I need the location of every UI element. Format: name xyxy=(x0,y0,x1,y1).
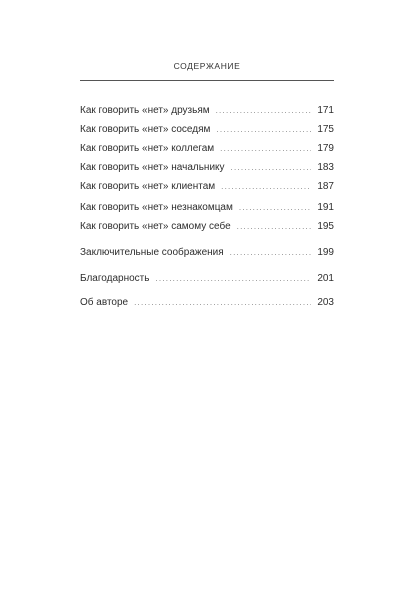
toc-entry-page: 191 xyxy=(317,202,334,213)
toc-entry-title: Как говорить «нет» самому себе xyxy=(80,221,231,232)
toc-leader-dots xyxy=(237,220,312,234)
toc-entry xyxy=(80,161,334,175)
toc-entry xyxy=(80,104,334,118)
toc-leader-dots xyxy=(155,272,311,286)
toc-entry xyxy=(80,246,334,260)
toc-entry xyxy=(80,220,334,234)
toc-entry xyxy=(80,180,334,194)
toc-entry-page: 175 xyxy=(317,124,334,135)
toc-entry xyxy=(80,296,334,310)
toc-entry-title: Как говорить «нет» клиентам xyxy=(80,181,216,192)
toc-entry-title: Заключительные соображения xyxy=(80,247,224,258)
toc-entry-page: 201 xyxy=(317,273,334,284)
toc-entry-page: 195 xyxy=(317,221,334,232)
toc-entry xyxy=(80,272,334,286)
toc-entry-title: Как говорить «нет» незнакомцам xyxy=(80,202,233,213)
toc-entry-title: Как говорить «нет» соседям xyxy=(80,124,211,135)
toc-entry-page: 179 xyxy=(317,143,334,154)
header-divider xyxy=(80,80,334,81)
toc-leader-dots xyxy=(239,201,311,215)
toc-entry-title: Благодарность xyxy=(80,273,150,284)
toc-entry-page: 187 xyxy=(317,181,334,192)
toc-entry-title: Как говорить «нет» друзьям xyxy=(80,105,210,116)
toc-entry-page: 171 xyxy=(317,105,334,116)
toc-entry-title: Как говорить «нет» начальнику xyxy=(80,162,225,173)
toc-entry xyxy=(80,201,334,215)
page-title: СОДЕРЖАНИЕ xyxy=(173,61,241,71)
toc-entry-title: Как говорить «нет» коллегам xyxy=(80,143,215,154)
toc-leader-dots xyxy=(216,104,312,118)
toc-entry xyxy=(80,142,334,156)
toc-entry-page: 199 xyxy=(317,247,334,258)
toc-entry xyxy=(80,123,334,137)
toc-leader-dots xyxy=(134,296,311,310)
toc-entry-page: 203 xyxy=(317,297,334,308)
toc-entry-title: Об авторе xyxy=(80,297,129,308)
toc-leader-dots xyxy=(221,180,311,194)
toc-leader-dots xyxy=(230,246,312,260)
toc-leader-dots xyxy=(216,123,311,137)
toc-leader-dots xyxy=(231,161,312,175)
toc-leader-dots xyxy=(220,142,311,156)
toc-entry-page: 183 xyxy=(317,162,334,173)
